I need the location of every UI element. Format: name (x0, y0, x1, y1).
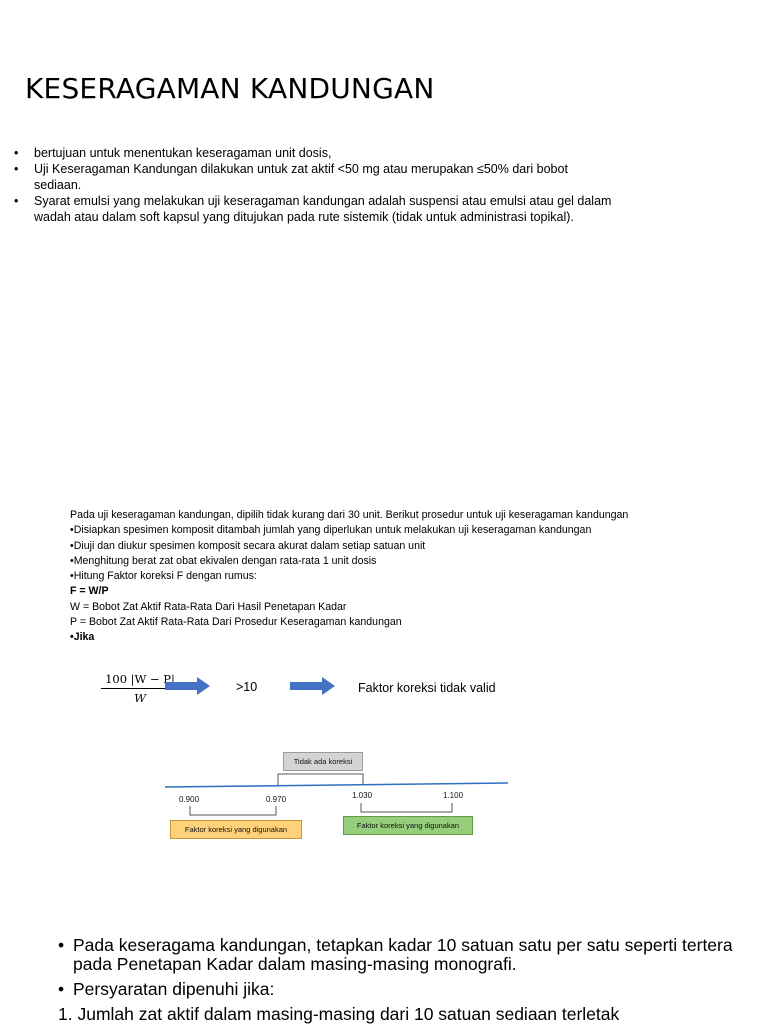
formula-denominator: W (134, 691, 146, 705)
tick-label: 1.100 (443, 791, 464, 800)
bracket-right (361, 803, 452, 812)
bracket-top (278, 774, 363, 785)
list-item: • bertujuan untuk menentukan keseragaman unit dosis, (14, 145, 614, 161)
no-correction-label: Tidak ada koreksi (283, 752, 363, 771)
threshold-value: >10 (236, 680, 258, 694)
page-title: KESERAGAMAN KANDUNGAN (25, 72, 435, 105)
bracket-left (190, 806, 276, 815)
list-item: • Syarat emulsi yang melakukan uji keseragaman kandungan adalah suspensi atau emulsi atau gel dalam wadah atau dalam soft kapsul yang ditujukan pada rute sistemik (tidak untuk administrasi topikal). (14, 193, 614, 225)
list-item: • Pada keseragama kandungan, tetapkan kadar 10 satuan satu per satu seperti tertera pada Penetapan Kadar dalam masing-masing monografi. (58, 936, 738, 974)
upper-factor-box: Faktor koreksi yang digunakan (343, 816, 473, 835)
invalid-result-text: Faktor koreksi tidak valid (358, 681, 496, 695)
axis-line (165, 783, 508, 787)
numbered-item: 1. Jumlah zat aktif dalam masing-masing dari 10 satuan sediaan terletak (58, 1004, 620, 1024)
jika-label: •Jika (70, 631, 95, 644)
formula-numerator: 100 |W − P| (101, 672, 179, 689)
tick-label: 0.900 (179, 795, 200, 804)
procedure-line: •Diuji dan diukur spesimen komposit secara akurat dalam setiap satuan unit (70, 539, 426, 552)
lower-factor-box: Faktor koreksi yang digunakan (170, 820, 302, 839)
list-item: • Uji Keseragaman Kandungan dilakukan untuk zat aktif <50 mg atau merupakan ≤50% dari bobot sediaan. (14, 161, 614, 193)
list-item: • Persyaratan dipenuhi jika: (58, 980, 738, 999)
bottom-bullet-list (58, 936, 738, 1005)
w-definition: W = Bobot Zat Aktif Rata-Rata Dari Hasil Penetapan Kadar (70, 600, 347, 613)
procedure-line: •Menghitung berat zat obat ekivalen dengan rata-rata 1 unit dosis (70, 554, 377, 567)
tick-label: 1.030 (352, 791, 373, 800)
procedure-line: •Disiapkan spesimen komposit ditambah jumlah yang diperlukan untuk melakukan uji keseragaman kandungan (70, 524, 592, 537)
p-definition: P = Bobot Zat Aktif Rata-Rata Dari Prosedur Keseragaman kandungan (70, 616, 402, 629)
procedure-line: Pada uji keseragaman kandungan, dipilih tidak kurang dari 30 unit. Berikut prosedur untuk uji keseragaman kandungan (70, 509, 629, 521)
tick-label: 0.970 (266, 795, 287, 804)
procedure-line: •Hitung Faktor koreksi F dengan rumus: (70, 570, 257, 583)
formula-f: F = W/P (70, 585, 109, 598)
